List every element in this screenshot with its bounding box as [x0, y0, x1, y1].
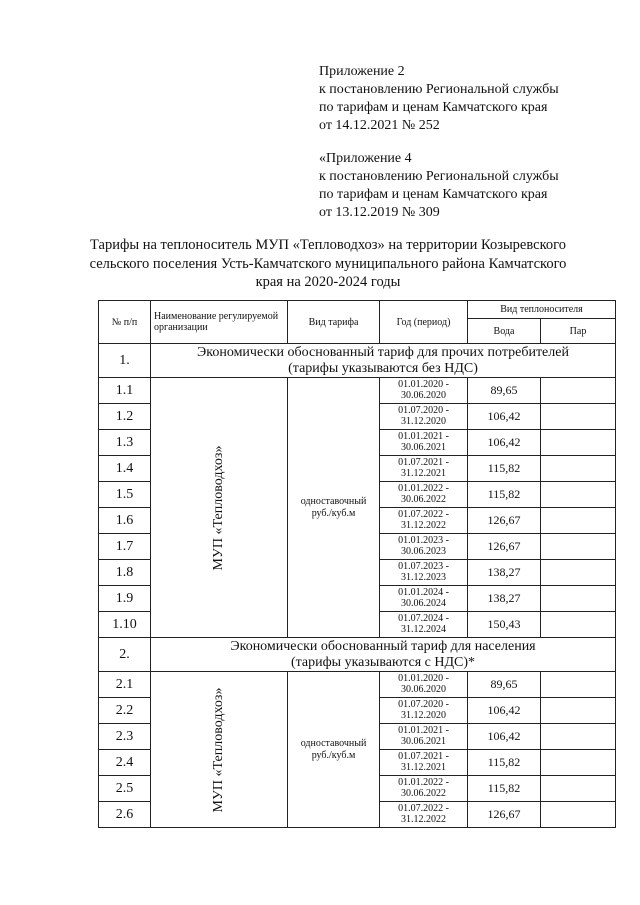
steam-value [541, 802, 616, 828]
annex-current-line-3: по тарифам и ценам Камчатского края [319, 100, 548, 115]
period-end: 31.12.2021 [401, 467, 446, 479]
water-value: 89,65 [468, 378, 541, 404]
tariff-type-cell [288, 672, 380, 828]
annex-original-header [319, 150, 559, 222]
row-number: 2.6 [99, 802, 151, 828]
section-row [99, 344, 616, 378]
tariff-table [98, 300, 616, 828]
period-start: 01.07.2022 - [398, 509, 449, 520]
period-end: 30.06.2023 [401, 545, 446, 557]
water-value: 115,82 [468, 776, 541, 802]
period-end: 30.06.2022 [401, 493, 446, 505]
period-end: 30.06.2020 [401, 683, 446, 695]
steam-value [541, 672, 616, 698]
water-value: 106,42 [468, 404, 541, 430]
steam-value [541, 776, 616, 802]
section-title [151, 344, 616, 378]
water-value: 115,82 [468, 482, 541, 508]
period-cell [380, 482, 468, 508]
period-end: 30.06.2021 [401, 441, 446, 453]
period-cell [380, 672, 468, 698]
header-tariff-type: Вид тарифа [288, 301, 380, 344]
row-number: 2.5 [99, 776, 151, 802]
water-value: 115,82 [468, 456, 541, 482]
steam-value [541, 404, 616, 430]
header-water: Вода [468, 319, 541, 344]
water-value: 106,42 [468, 698, 541, 724]
tariff-type-line-2: руб./куб.м [311, 507, 356, 519]
annex-original-line-1: «Приложение 4 [319, 151, 412, 166]
row-number: 1.4 [99, 456, 151, 482]
org-name: МУП «Тепловодхоз» [211, 445, 226, 570]
section-number: 1. [99, 344, 151, 378]
period-cell [380, 534, 468, 560]
row-number: 1.10 [99, 612, 151, 638]
period-start: 01.07.2022 - [398, 803, 449, 814]
period-start: 01.01.2022 - [398, 483, 449, 494]
tariff-type-line-1: одноставочный [300, 495, 367, 507]
steam-value [541, 430, 616, 456]
steam-value [541, 612, 616, 638]
period-end: 30.06.2022 [401, 787, 446, 799]
period-start: 01.01.2021 - [398, 431, 449, 442]
steam-value [541, 534, 616, 560]
section-title-line-1: Экономически обоснованный тариф для прочих потребителей [197, 344, 569, 360]
table-row [99, 672, 616, 698]
period-cell [380, 378, 468, 404]
steam-value [541, 378, 616, 404]
period-start: 01.01.2020 - [398, 379, 449, 390]
steam-value [541, 698, 616, 724]
period-end: 31.12.2022 [401, 813, 446, 825]
water-value: 89,65 [468, 672, 541, 698]
period-end: 30.06.2020 [401, 389, 446, 401]
section-row [99, 638, 616, 672]
tariff-type-line-2: руб./куб.м [311, 749, 356, 761]
period-end: 31.12.2022 [401, 519, 446, 531]
period-end: 30.06.2024 [401, 597, 446, 609]
period-end: 31.12.2024 [401, 623, 446, 635]
row-number: 1.5 [99, 482, 151, 508]
title-line-1: Тарифы на теплоноситель МУП «Тепловодхоз» на территории Козыревского [90, 237, 566, 253]
period-start: 01.07.2021 - [398, 457, 449, 468]
annex-current-line-1: Приложение 2 [319, 64, 405, 79]
period-cell [380, 724, 468, 750]
period-end: 31.12.2023 [401, 571, 446, 583]
row-number: 1.2 [99, 404, 151, 430]
water-value: 150,43 [468, 612, 541, 638]
annex-original-line-2: к постановлению Региональной службы [319, 169, 559, 184]
steam-value [541, 482, 616, 508]
period-cell [380, 586, 468, 612]
water-value: 126,67 [468, 802, 541, 828]
steam-value [541, 724, 616, 750]
row-number: 1.1 [99, 378, 151, 404]
period-start: 01.01.2020 - [398, 673, 449, 684]
tariff-type-line-1: одноставочный [300, 737, 367, 749]
period-cell [380, 802, 468, 828]
period-start: 01.07.2020 - [398, 405, 449, 416]
period-cell [380, 750, 468, 776]
period-cell [380, 508, 468, 534]
period-start: 01.07.2020 - [398, 699, 449, 710]
annex-current-line-2: к постановлению Региональной службы [319, 82, 559, 97]
header-carrier-group: Вид теплоносителя [468, 301, 616, 319]
table-row [99, 378, 616, 404]
water-value: 126,67 [468, 534, 541, 560]
title-line-2: сельского поселения Усть-Камчатского муниципального района Камчатского [89, 255, 567, 272]
section-title-line-1: Экономически обоснованный тариф для населения [230, 638, 536, 654]
period-start: 01.07.2021 - [398, 751, 449, 762]
annex-original-line-4: от 13.12.2019 № 309 [319, 205, 440, 220]
row-number: 2.4 [99, 750, 151, 776]
period-cell [380, 430, 468, 456]
tariff-type-cell [288, 378, 380, 638]
title-line-3: края на 2020-2024 годы [255, 274, 401, 290]
annex-original-line-3: по тарифам и ценам Камчатского края [319, 187, 548, 202]
row-number: 1.3 [99, 430, 151, 456]
period-start: 01.01.2024 - [398, 587, 449, 598]
tariff-table-body [99, 344, 616, 828]
header-num: № п/п [99, 301, 151, 344]
period-cell [380, 560, 468, 586]
org-name: МУП «Тепловодхоз» [211, 687, 226, 812]
period-start: 01.07.2024 - [398, 613, 449, 624]
period-start: 01.01.2021 - [398, 725, 449, 736]
period-cell [380, 612, 468, 638]
period-start: 01.01.2022 - [398, 777, 449, 788]
row-number: 1.6 [99, 508, 151, 534]
period-start: 01.07.2023 - [398, 561, 449, 572]
period-cell [380, 698, 468, 724]
header-steam: Пар [541, 319, 616, 344]
period-end: 30.06.2021 [401, 735, 446, 747]
section-number: 2. [99, 638, 151, 672]
row-number: 2.1 [99, 672, 151, 698]
water-value: 106,42 [468, 724, 541, 750]
period-end: 31.12.2021 [401, 761, 446, 773]
period-cell [380, 776, 468, 802]
steam-value [541, 560, 616, 586]
water-value: 126,67 [468, 508, 541, 534]
steam-value [541, 586, 616, 612]
annex-current-header [319, 63, 559, 135]
period-end: 31.12.2020 [401, 709, 446, 721]
steam-value [541, 456, 616, 482]
row-number: 1.8 [99, 560, 151, 586]
period-cell [380, 456, 468, 482]
row-number: 1.7 [99, 534, 151, 560]
section-title [151, 638, 616, 672]
document-title [88, 236, 568, 292]
section-title-line-2: (тарифы указываются с НДС)* [290, 654, 476, 670]
period-start: 01.01.2023 - [398, 535, 449, 546]
header-period: Год (период) [380, 301, 468, 344]
row-number: 2.3 [99, 724, 151, 750]
org-name-cell [151, 378, 288, 638]
water-value: 138,27 [468, 560, 541, 586]
annex-current-line-4: от 14.12.2021 № 252 [319, 118, 440, 133]
water-value: 106,42 [468, 430, 541, 456]
section-title-line-2: (тарифы указываются без НДС) [288, 360, 478, 376]
water-value: 115,82 [468, 750, 541, 776]
org-name-cell [151, 672, 288, 828]
row-number: 2.2 [99, 698, 151, 724]
row-number: 1.9 [99, 586, 151, 612]
period-end: 31.12.2020 [401, 415, 446, 427]
water-value: 138,27 [468, 586, 541, 612]
steam-value [541, 750, 616, 776]
period-cell [380, 404, 468, 430]
header-org: Наименование регулируемой организации [151, 301, 288, 344]
steam-value [541, 508, 616, 534]
